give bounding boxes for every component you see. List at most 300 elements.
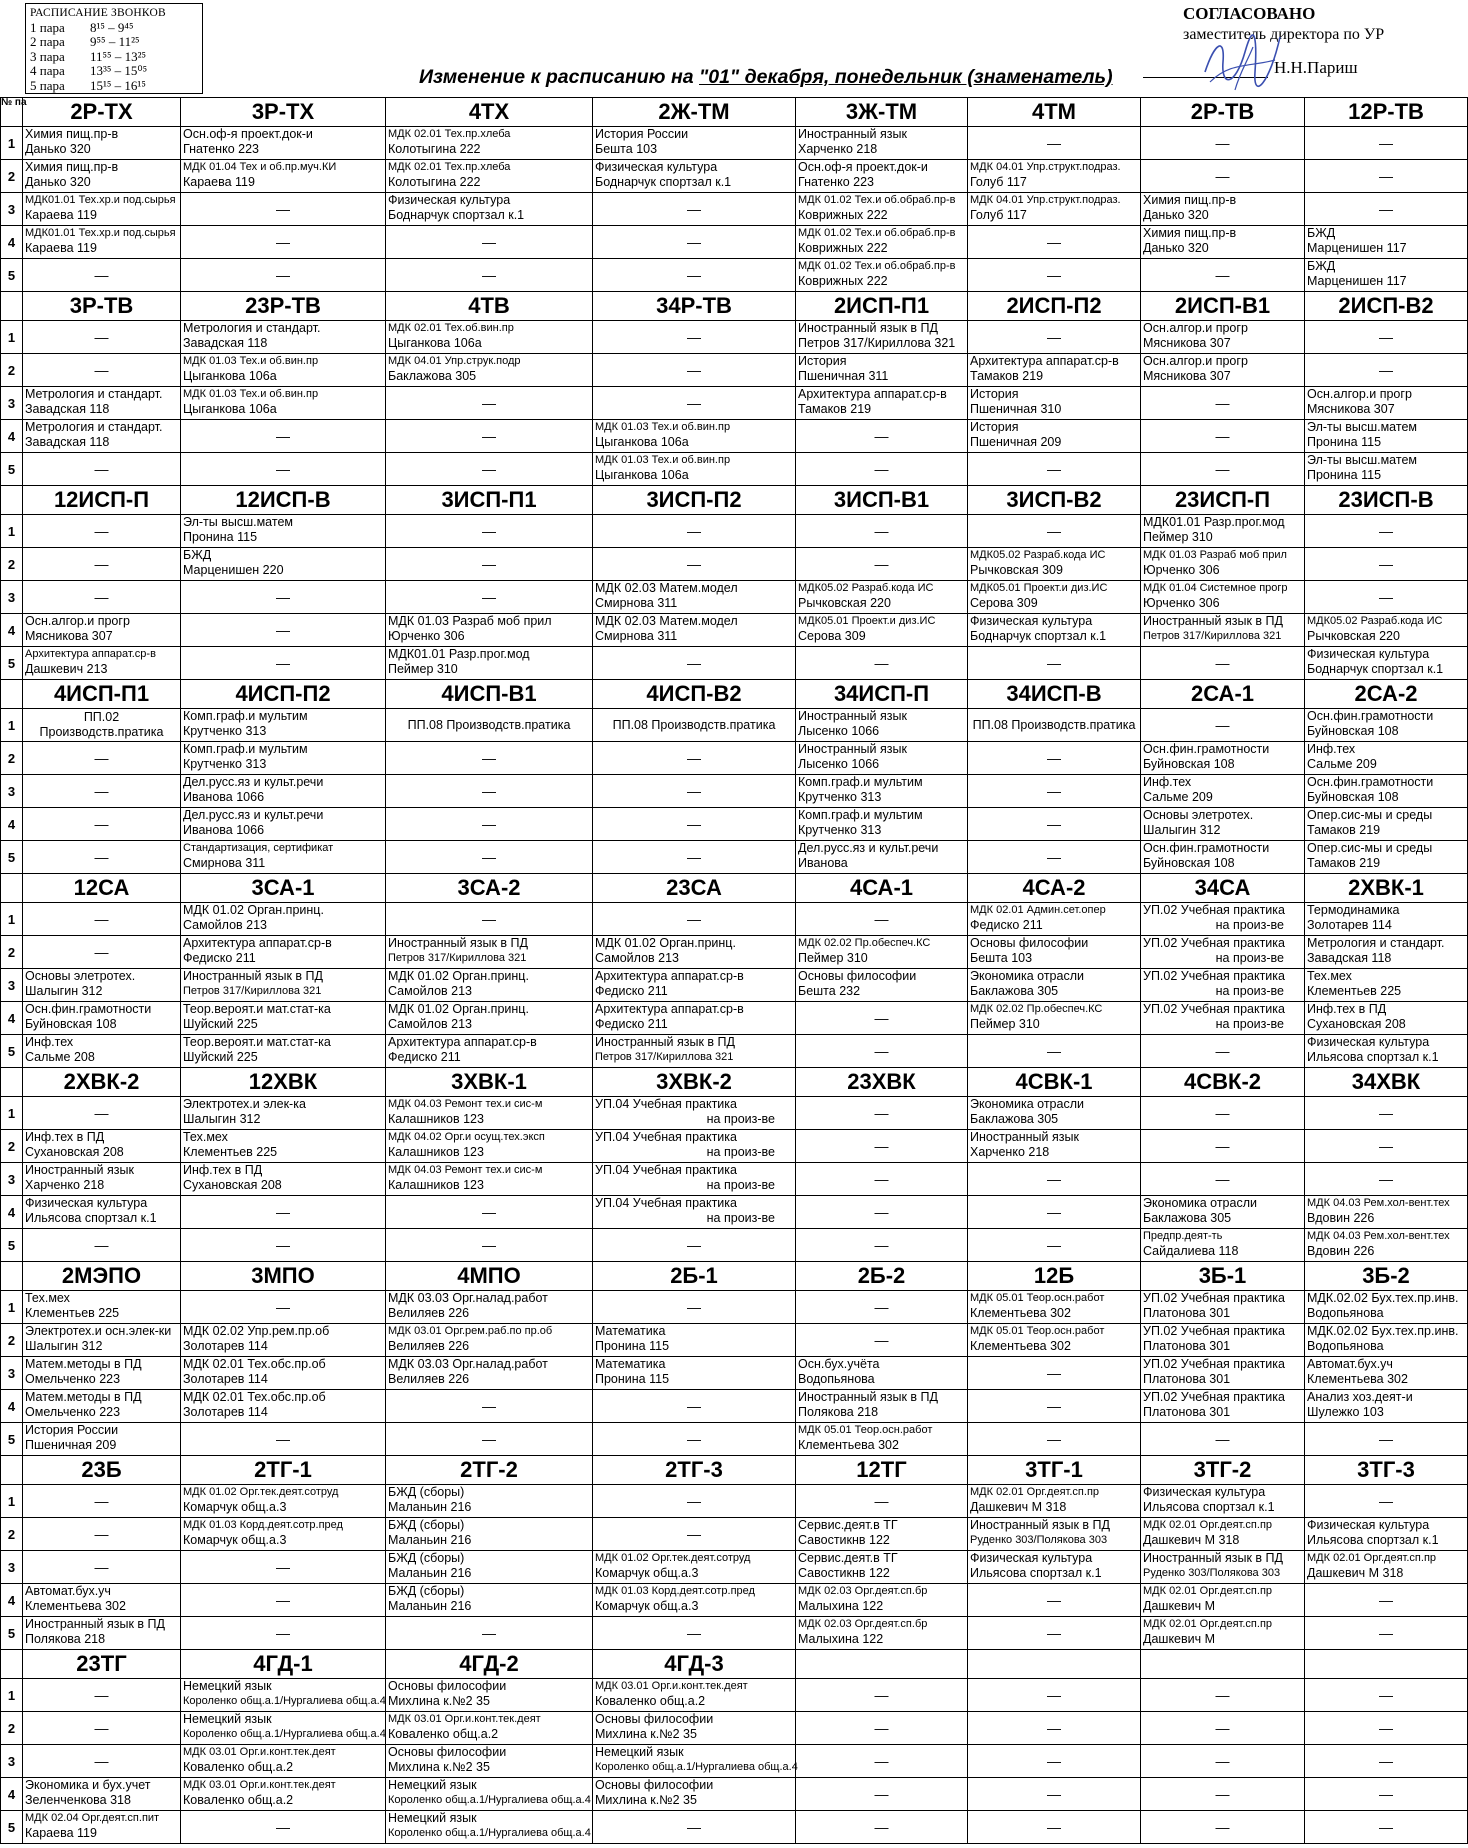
cell-line: УП.04 Учебная практика xyxy=(595,1097,737,1111)
cell-line: Немецкий язык xyxy=(595,1745,684,1759)
cell-line: Архитектура аппарат.ср-в xyxy=(798,387,947,401)
lesson-number: 5 xyxy=(1,841,23,874)
cell-line: Цыганкова 106а xyxy=(388,336,482,350)
lesson-cell xyxy=(593,1002,796,1035)
lesson-cell xyxy=(1141,742,1305,775)
no-lesson-cell: — xyxy=(796,1097,968,1130)
cell-line: МДК.02.02 Бух.тех.пр.инв. xyxy=(1307,1291,1459,1305)
cell-line: Полякова 218 xyxy=(798,1405,879,1419)
no-lesson-cell: — xyxy=(1141,1130,1305,1163)
lesson-cell xyxy=(181,548,386,581)
cell-line: Крутченко 313 xyxy=(183,724,267,738)
no-lesson-cell: — xyxy=(386,226,593,259)
group-name: 2Б-1 xyxy=(593,1262,796,1291)
no-lesson-cell: — xyxy=(386,581,593,614)
cell-line: Пронина 115 xyxy=(183,530,258,544)
cell-line: Матем.методы в ПД xyxy=(25,1357,142,1371)
lesson-cell xyxy=(796,1357,968,1390)
lesson-cell xyxy=(1141,1357,1305,1390)
bell-time: 8¹⁵ – 9⁴⁵ xyxy=(90,19,134,35)
bell-time: 9⁵⁵ – 11²⁵ xyxy=(90,34,140,49)
cell-line: Коваленко общ.а.2 xyxy=(595,1694,706,1708)
lesson-cell xyxy=(968,1518,1141,1551)
cell-line: Дашкевич М 318 xyxy=(1307,1566,1404,1580)
cell-line: Эл-ты высш.матем xyxy=(1307,453,1417,467)
group-name: 3СА-1 xyxy=(181,874,386,903)
cell-line: Боднарчук спортзал к.1 xyxy=(388,208,525,222)
lesson-cell xyxy=(968,1002,1141,1035)
cell-line: Инф.тех в ПД xyxy=(25,1130,105,1144)
cell-line: Осн.фин.грамотности xyxy=(1143,841,1270,855)
cell-line: Дашкевич 213 xyxy=(25,662,108,676)
lesson-cell xyxy=(593,1130,796,1163)
group-name: 12ХВК xyxy=(181,1068,386,1097)
cell-line: Сальме 209 xyxy=(1143,790,1213,804)
no-lesson-cell: — xyxy=(593,1390,796,1423)
lesson-cell xyxy=(23,969,181,1002)
lesson-number-header xyxy=(1,680,23,709)
no-lesson-cell: — xyxy=(593,841,796,874)
cell-line: МДК 05.01 Теор.осн.работ xyxy=(798,1424,933,1436)
group-name: 2ИСП-П1 xyxy=(796,292,968,321)
lesson-cell xyxy=(23,193,181,226)
lesson-number: 2 xyxy=(1,548,23,581)
no-lesson-cell: — xyxy=(796,1745,968,1778)
cell-line: Ильясова спортзал к.1 xyxy=(1307,1533,1439,1547)
group-name: 2Б-2 xyxy=(796,1262,968,1291)
cell-line: Данько 320 xyxy=(1143,208,1209,222)
lesson-row xyxy=(1,1778,1468,1811)
no-lesson-cell: — xyxy=(796,903,968,936)
cell-line: Короленко общ.а.1/Нургалиева общ.а.4 xyxy=(388,1827,591,1839)
lesson-row xyxy=(1,548,1468,581)
cell-line: Автомат.бух.уч xyxy=(1307,1357,1393,1371)
lesson-cell xyxy=(386,1551,593,1584)
no-lesson-cell: — xyxy=(1305,354,1468,387)
no-lesson-cell: — xyxy=(796,1196,968,1229)
lesson-number: 3 xyxy=(1,1357,23,1390)
no-lesson-cell: — xyxy=(23,453,181,486)
cell-line: Тамаков 219 xyxy=(798,402,872,416)
cell-line: Рычковская 220 xyxy=(1307,629,1400,643)
no-lesson-cell: — xyxy=(968,1679,1141,1712)
cell-line: Бешта 103 xyxy=(595,142,658,156)
lesson-cell xyxy=(23,709,181,742)
cell-line: Водопьянова xyxy=(1307,1339,1384,1353)
lesson-number: 5 xyxy=(1,1035,23,1068)
lesson-row xyxy=(1,1811,1468,1844)
cell-line: Гнатенко 223 xyxy=(183,142,259,156)
lesson-row xyxy=(1,1130,1468,1163)
cell-line: Комарчук общ.а.3 xyxy=(183,1533,287,1547)
lesson-cell xyxy=(23,1357,181,1390)
cell-line: МДК05.02 Разраб.кода ИС xyxy=(1307,615,1443,627)
no-lesson-cell: — xyxy=(181,1584,386,1617)
no-lesson-cell: — xyxy=(968,1163,1141,1196)
cell-line: Марценишен 220 xyxy=(183,563,284,577)
no-lesson-cell: — xyxy=(796,1130,968,1163)
no-lesson-cell: — xyxy=(181,614,386,647)
lesson-row xyxy=(1,1518,1468,1551)
cell-line: Теор.вероят.и мат.стат-ка xyxy=(183,1002,331,1016)
lesson-number: 4 xyxy=(1,1196,23,1229)
no-lesson-cell: — xyxy=(968,1811,1141,1844)
cell-line: Сухановская 208 xyxy=(1307,1017,1406,1031)
lesson-number: 1 xyxy=(1,1485,23,1518)
cell-line: Михлина к.№2 35 xyxy=(595,1793,697,1807)
bell-row xyxy=(30,21,202,36)
cell-line: Серова 309 xyxy=(970,596,1038,610)
lesson-cell xyxy=(181,969,386,1002)
cell-line: Комп.граф.и мультим xyxy=(183,742,308,756)
lesson-cell xyxy=(796,193,968,226)
lesson-cell xyxy=(181,387,386,420)
cell-line: Золотарев 114 xyxy=(183,1372,268,1386)
cell-line: Харченко 218 xyxy=(25,1178,105,1192)
cell-line: История xyxy=(970,420,1019,434)
cell-line: МДК 04.03 Ремонт тех.и сис-м xyxy=(388,1164,543,1176)
lesson-cell xyxy=(386,127,593,160)
cell-line: ПП.08 Производств.пратика xyxy=(612,717,776,732)
cell-line: Иностранный язык в ПД xyxy=(595,1035,735,1049)
cell-line: Дашкевич М xyxy=(1143,1632,1216,1646)
lesson-cell xyxy=(23,1617,181,1650)
cell-line: Клементьев 225 xyxy=(1307,984,1402,998)
cell-line: Колотыгина 222 xyxy=(388,175,481,189)
group-name: 23ИСП-П xyxy=(1141,486,1305,515)
no-lesson-cell: — xyxy=(181,453,386,486)
no-lesson-cell: — xyxy=(593,548,796,581)
group-header-row xyxy=(1,1262,1468,1291)
cell-line: Тамаков 219 xyxy=(1307,823,1381,837)
no-lesson-cell: — xyxy=(1141,1745,1305,1778)
lesson-row xyxy=(1,1423,1468,1456)
group-name: 2Ж-ТМ xyxy=(593,98,796,127)
lesson-number: 1 xyxy=(1,127,23,160)
no-lesson-cell: — xyxy=(23,1551,181,1584)
cell-line: Архитектура аппарат.ср-в xyxy=(183,936,332,950)
no-lesson-cell: — xyxy=(968,1035,1141,1068)
cell-line: Иностранный язык xyxy=(25,1163,134,1177)
group-header-row xyxy=(1,680,1468,709)
lesson-number: 5 xyxy=(1,647,23,680)
bell-schedule-box xyxy=(25,3,203,94)
cell-line: Коваленко общ.а.2 xyxy=(183,1760,294,1774)
lesson-cell xyxy=(181,127,386,160)
lesson-cell xyxy=(796,226,968,259)
lesson-row xyxy=(1,453,1468,486)
group-name: 23ТГ xyxy=(23,1650,181,1679)
lesson-cell xyxy=(796,709,968,742)
lesson-number: 2 xyxy=(1,936,23,969)
cell-line: МДК 04.03 Ремонт тех.и сис-м xyxy=(388,1098,543,1110)
cell-line: МДК 02.03 Матем.модел xyxy=(595,614,738,628)
lesson-cell xyxy=(593,1097,796,1130)
cell-line: МДК 05.01 Теор.осн.работ xyxy=(970,1292,1105,1304)
cell-line: История России xyxy=(595,127,689,141)
cell-line: Юрченко 306 xyxy=(1143,596,1220,610)
cell-line: УП.02 Учебная практика xyxy=(1143,1357,1285,1371)
lesson-cell xyxy=(1305,808,1468,841)
cell-line: Опер.сис-мы и среды xyxy=(1307,841,1433,855)
group-header-row xyxy=(1,874,1468,903)
cell-line: Федиско 211 xyxy=(595,984,668,998)
lesson-cell xyxy=(796,127,968,160)
cell-line: МДК 02.01 Орг.деят.сп.пр xyxy=(1143,1618,1273,1630)
cell-line: Комп.граф.и мультим xyxy=(798,808,923,822)
empty-cell xyxy=(1305,1650,1468,1679)
no-lesson-cell: — xyxy=(181,1196,386,1229)
cell-line: ПП.08 Производств.пратика xyxy=(407,717,571,732)
group-header-row xyxy=(1,486,1468,515)
cell-line: Короленко общ.а.1/Нургалиева общ.а.4 xyxy=(183,1728,386,1740)
title-prefix: Изменение к расписанию на xyxy=(419,66,699,88)
cell-line: Мясникова 307 xyxy=(1307,402,1395,416)
lesson-number: 5 xyxy=(1,453,23,486)
group-name: 3СА-2 xyxy=(386,874,593,903)
cell-line: УП.02 Учебная практика xyxy=(1143,1291,1285,1305)
cell-line: Голуб 117 xyxy=(970,208,1027,222)
lesson-number: 2 xyxy=(1,1324,23,1357)
cell-line: Осн.фин.грамотности xyxy=(1307,709,1434,723)
lesson-cell xyxy=(1141,903,1305,936)
no-lesson-cell: — xyxy=(593,775,796,808)
cell-line: Основы философии xyxy=(595,1778,714,1792)
lesson-number: 2 xyxy=(1,742,23,775)
cell-line: БЖД xyxy=(183,548,212,562)
lesson-cell xyxy=(181,1357,386,1390)
no-lesson-cell: — xyxy=(1305,515,1468,548)
cell-line: Короленко общ.а.1/Нургалиева общ.а.4 xyxy=(595,1761,798,1773)
group-name: 3Р-ТВ xyxy=(23,292,181,321)
cell-line: Анализ хоз.деят-и xyxy=(1307,1390,1413,1404)
no-lesson-cell: — xyxy=(1141,1163,1305,1196)
no-lesson-cell: — xyxy=(593,808,796,841)
cell-line: Платонова 301 xyxy=(1143,1306,1231,1320)
bell-time: 15¹⁵ – 16¹⁵ xyxy=(90,77,146,93)
lesson-cell xyxy=(386,354,593,387)
cell-line: Руденко 303/Полякова 303 xyxy=(1143,1567,1281,1579)
cell-line: Баклажова 305 xyxy=(1143,1211,1232,1225)
no-lesson-cell: — xyxy=(968,226,1141,259)
lesson-cell xyxy=(593,1745,796,1778)
no-lesson-cell: — xyxy=(968,127,1141,160)
no-lesson-cell: — xyxy=(1305,1423,1468,1456)
no-lesson-cell: — xyxy=(23,581,181,614)
group-name: 3ТГ-2 xyxy=(1141,1456,1305,1485)
cell-line: Цыганкова 106а xyxy=(183,402,277,416)
cell-line: Стандартизация, сертификат xyxy=(183,842,334,854)
lesson-cell xyxy=(593,1778,796,1811)
no-lesson-cell: — xyxy=(1141,420,1305,453)
cell-line: Матем.методы в ПД xyxy=(25,1390,142,1404)
no-lesson-cell: — xyxy=(968,1229,1141,1262)
cell-line: Осн.алгор.и прогр xyxy=(25,614,130,628)
lesson-cell xyxy=(181,742,386,775)
lesson-cell xyxy=(23,1163,181,1196)
lesson-cell xyxy=(386,1679,593,1712)
cell-line: МДК 01.02 Орган.принц. xyxy=(388,1002,529,1016)
group-name: 4ИСП-П2 xyxy=(181,680,386,709)
no-lesson-cell: — xyxy=(1141,1811,1305,1844)
no-lesson-cell: — xyxy=(1305,1163,1468,1196)
lesson-number: 3 xyxy=(1,193,23,226)
lesson-cell xyxy=(181,1035,386,1068)
no-lesson-cell: — xyxy=(968,775,1141,808)
no-lesson-cell: — xyxy=(1141,709,1305,742)
lesson-number: 4 xyxy=(1,1778,23,1811)
cell-line: Петров 317/Кириллова 321 xyxy=(595,1051,734,1063)
lesson-cell xyxy=(386,1745,593,1778)
no-lesson-cell: — xyxy=(796,548,968,581)
cell-line: Самойлов 213 xyxy=(388,1017,473,1031)
group-name: 3ТГ-3 xyxy=(1305,1456,1468,1485)
lesson-cell xyxy=(1141,1518,1305,1551)
group-name: 4ГД-1 xyxy=(181,1650,386,1679)
lesson-cell xyxy=(593,936,796,969)
lesson-cell xyxy=(1141,1617,1305,1650)
lesson-cell xyxy=(181,1324,386,1357)
lesson-cell xyxy=(386,193,593,226)
group-name: 12ИСП-П xyxy=(23,486,181,515)
lesson-row xyxy=(1,969,1468,1002)
cell-line: Голуб 117 xyxy=(970,175,1027,189)
lesson-cell xyxy=(1141,1551,1305,1584)
cell-line: Осн.фин.грамотности xyxy=(1143,742,1270,756)
cell-line: МДК 01.03 Тех.и об.вин.пр xyxy=(183,388,319,400)
cell-line: Цыганкова 106а xyxy=(595,468,689,482)
lesson-cell xyxy=(968,969,1141,1002)
lesson-number: 1 xyxy=(1,1291,23,1324)
group-name: 4ИСП-В2 xyxy=(593,680,796,709)
no-lesson-cell: — xyxy=(1305,1811,1468,1844)
cell-line: Иностранный язык xyxy=(798,127,907,141)
lesson-cell xyxy=(593,453,796,486)
cell-line: Смирнова 311 xyxy=(595,629,678,643)
cell-line: Химия пищ.пр-в xyxy=(1143,226,1237,240)
cell-line: МДК 01.04 Системное прогр xyxy=(1143,582,1288,594)
lesson-cell xyxy=(593,581,796,614)
lesson-cell xyxy=(796,1518,968,1551)
cell-line: МДК 03.03 Орг.налад.работ xyxy=(388,1357,548,1371)
cell-line: Сухановская 208 xyxy=(183,1178,282,1192)
group-name: 12Б xyxy=(968,1262,1141,1291)
no-lesson-cell: — xyxy=(796,515,968,548)
title-date: "01" декабря, понедельник (знаменатель) xyxy=(699,66,1113,88)
lesson-cell xyxy=(796,581,968,614)
approval-title: СОГЛАСОВАНО xyxy=(1183,4,1316,23)
no-lesson-cell: — xyxy=(968,1712,1141,1745)
group-name: 12СА xyxy=(23,874,181,903)
cell-line: Пшеничная 209 xyxy=(970,435,1062,449)
cell-line: Иностранный язык в ПД xyxy=(183,969,323,983)
cell-line: Тех.мех xyxy=(1307,969,1352,983)
no-lesson-cell: — xyxy=(593,1518,796,1551)
cell-line: Коврижных 222 xyxy=(798,208,888,222)
lesson-cell xyxy=(593,709,796,742)
cell-line: Калашников 123 xyxy=(388,1178,484,1192)
lesson-cell xyxy=(181,160,386,193)
no-lesson-cell: — xyxy=(23,775,181,808)
cell-line: Маланьин 216 xyxy=(388,1533,472,1547)
group-name: 2СА-1 xyxy=(1141,680,1305,709)
no-lesson-cell: — xyxy=(23,1712,181,1745)
cell-line: МДК01.01 Разр.прог.мод xyxy=(1143,515,1285,529)
cell-line: Сальме 208 xyxy=(25,1050,95,1064)
lesson-cell xyxy=(796,354,968,387)
cell-line: Омельченко 223 xyxy=(25,1405,121,1419)
lesson-number: 4 xyxy=(1,614,23,647)
no-lesson-cell: — xyxy=(181,581,386,614)
cell-line: Шуйский 225 xyxy=(183,1050,258,1064)
cell-line: Иностранный язык в ПД xyxy=(1143,614,1283,628)
cell-line: Инф.тех в ПД xyxy=(1307,1002,1387,1016)
cell-line: УП.02 Учебная практика xyxy=(1143,1390,1285,1404)
cell-line: Математика xyxy=(595,1324,666,1338)
lesson-cell xyxy=(593,1163,796,1196)
lesson-cell xyxy=(23,614,181,647)
cell-line: Термодинамика xyxy=(1307,903,1400,917)
cell-line: Пеймер 310 xyxy=(388,662,458,676)
group-name: 34ИСП-П xyxy=(796,680,968,709)
cell-line: Клементьева 302 xyxy=(970,1339,1071,1353)
lesson-number: 3 xyxy=(1,1745,23,1778)
lesson-cell xyxy=(386,160,593,193)
cell-line: Вдовин 226 xyxy=(1307,1211,1375,1225)
cell-line: Юрченко 306 xyxy=(388,629,465,643)
cell-line: Завадская 118 xyxy=(1307,951,1392,965)
group-name: 3ХВК-1 xyxy=(386,1068,593,1097)
empty-cell xyxy=(1141,1650,1305,1679)
group-name: 23ХВК xyxy=(796,1068,968,1097)
lesson-number-header xyxy=(1,292,23,321)
group-name: 3ИСП-В1 xyxy=(796,486,968,515)
lesson-cell xyxy=(1141,775,1305,808)
cell-line: Калашников 123 xyxy=(388,1112,484,1126)
lesson-number: 2 xyxy=(1,160,23,193)
no-lesson-cell: — xyxy=(1141,1778,1305,1811)
group-name: 2МЭПО xyxy=(23,1262,181,1291)
no-lesson-cell: — xyxy=(1141,1097,1305,1130)
cell-line: на произ-ве xyxy=(706,1145,775,1159)
cell-line: Иностранный язык в ПД xyxy=(798,321,938,335)
lesson-row xyxy=(1,614,1468,647)
lesson-cell xyxy=(1305,453,1468,486)
lesson-cell xyxy=(968,1130,1141,1163)
group-name: 3МПО xyxy=(181,1262,386,1291)
cell-line: на произ-ве xyxy=(706,1211,775,1225)
lesson-cell xyxy=(181,321,386,354)
group-name: 3Ж-ТМ xyxy=(796,98,968,127)
cell-line: Маланьин 216 xyxy=(388,1599,472,1613)
lesson-cell xyxy=(23,127,181,160)
cell-line: на произ-ве xyxy=(1215,984,1284,998)
lesson-cell xyxy=(386,1357,593,1390)
no-lesson-cell: — xyxy=(386,420,593,453)
lesson-cell xyxy=(593,1357,796,1390)
group-name: 2Р-ТХ xyxy=(23,98,181,127)
no-lesson-cell: — xyxy=(796,1163,968,1196)
lesson-row xyxy=(1,1229,1468,1262)
lesson-cell xyxy=(386,1518,593,1551)
cell-line: Основы элетротех. xyxy=(1143,808,1254,822)
no-lesson-cell: — xyxy=(593,515,796,548)
cell-line: Иностранный язык в ПД xyxy=(798,1390,938,1404)
cell-line: Бешта 103 xyxy=(970,951,1033,965)
cell-line: Коваленко общ.а.2 xyxy=(183,1793,294,1807)
lesson-number: 4 xyxy=(1,1390,23,1423)
lesson-cell xyxy=(1305,259,1468,292)
